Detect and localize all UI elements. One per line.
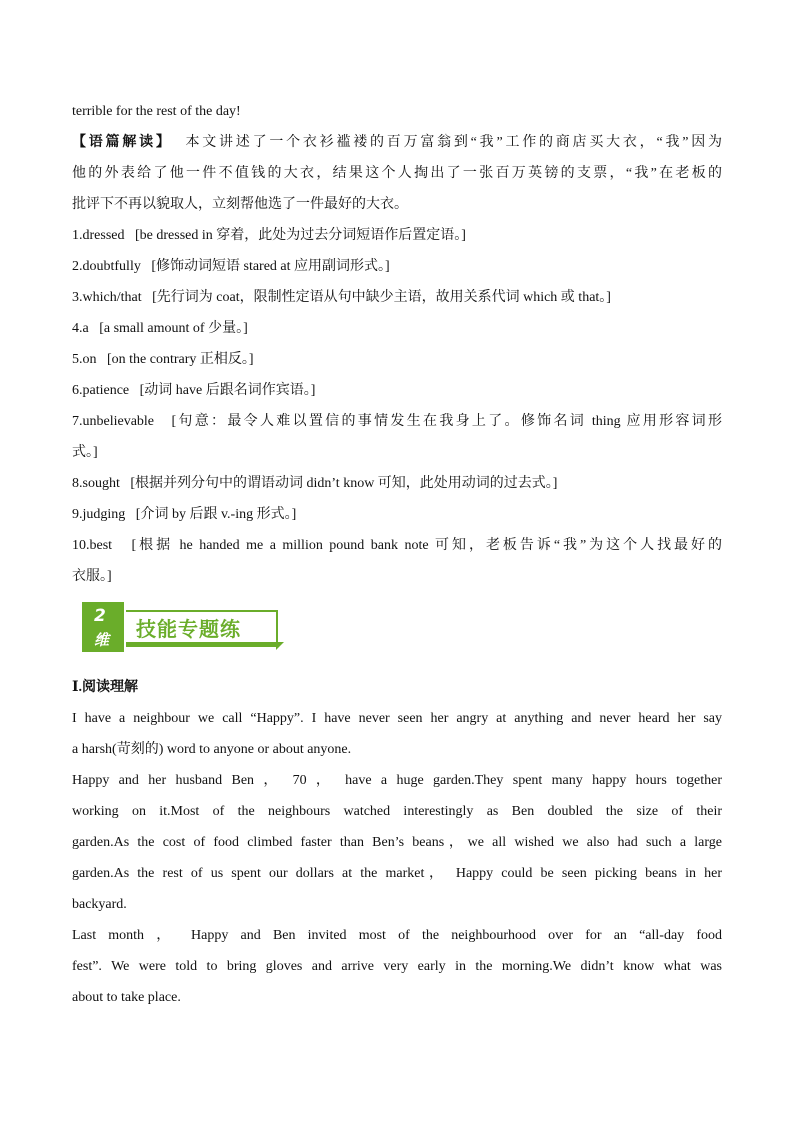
- passage-line: Happy and her husband Ben ， 70 ， have a huge garden.They spent many happy hours together: [72, 773, 722, 788]
- answer-word: 4.a: [72, 321, 89, 336]
- answer-word: 5.on: [72, 352, 97, 367]
- answer-word: 8.sought: [72, 476, 120, 491]
- answer-word: 1.dressed: [72, 228, 125, 243]
- passage-line: working on it.Most of the neighbours watched interestingly as Ben doubled the size of their: [72, 804, 722, 819]
- answer-note: [根据并列分句中的谓语动词 didn’t know 可知，此处用动词的过去式。]: [130, 476, 558, 491]
- answer-note: [修饰动词短语 stared at 应用副词形式。]: [151, 259, 390, 274]
- answer-word: 2.doubtfully: [72, 259, 141, 274]
- banner-number: 2: [94, 606, 106, 626]
- passage-line: a harsh(苛刻的) word to anyone or about anyone.: [72, 742, 352, 757]
- intro-line-3: 批评下不再以貌取人，立刻帮他选了一件最好的大衣。: [72, 197, 408, 212]
- answer-word: 9.judging: [72, 507, 126, 522]
- banner-title: 技能专题练: [136, 617, 241, 641]
- answer-5: [72, 344, 722, 375]
- answer-note: [on the contrary 正相反。]: [107, 352, 254, 367]
- answer-10-cont: 衣服。]: [72, 569, 112, 584]
- answer-7-cont: 式。]: [72, 445, 98, 460]
- passage-line: Last month ， Happy and Ben invited most of the neighbourhood over for an “all-day food: [72, 928, 722, 943]
- top-line: terrible for the rest of the day!: [72, 104, 241, 119]
- passage-line: garden.As the rest of us spent our dollars at the market， Happy could be seen picking beans in her: [72, 866, 722, 881]
- answer-word: 6.patience: [72, 383, 130, 398]
- banner-badge: [82, 602, 124, 652]
- passage-line: I have a neighbour we call “Happy”. I have never seen her angry at anything and never heard her say: [72, 711, 722, 726]
- answer-word: 7.unbelievable: [72, 414, 155, 429]
- answer-8: [72, 468, 722, 499]
- answer-note: [根据 he handed me a million pound bank note 可知，老板告诉“我”为这个人找最好的: [131, 538, 722, 553]
- answer-note: [a small amount of 少量。]: [99, 321, 248, 336]
- intro-line-2: 他的外表给了他一件不值钱的大衣，结果这个人掏出了一张百万英镑的支票，“我”在老板的: [72, 166, 722, 181]
- banner-wei: 维: [94, 631, 110, 649]
- banner-underline: [126, 644, 278, 647]
- answer-note: [句意：最令人难以置信的事情发生在我身上了。修饰名词 thing 应用形容词形: [171, 414, 722, 429]
- intro-line-1: [72, 127, 722, 158]
- passage-line: backyard.: [72, 897, 127, 912]
- answer-7: [72, 406, 722, 437]
- answer-word: 3.which/that: [72, 290, 142, 305]
- intro-label: 【语篇解读】: [72, 135, 173, 150]
- answer-note: [be dressed in 穿着，此处为过去分词短语作后置定语。]: [135, 228, 466, 243]
- banner-ribbon: [126, 610, 278, 644]
- answer-9: [72, 499, 722, 530]
- answer-note: [先行词为 coat，限制性定语从句中缺少主语，故用关系代词 which 或 that。]: [152, 290, 611, 305]
- answer-note: [介词 by 后跟 v.-ing 形式。]: [135, 507, 297, 522]
- section-title: Ⅰ.阅读理解: [72, 680, 139, 695]
- answer-1: [72, 220, 722, 251]
- answer-4: [72, 313, 722, 344]
- document-page: [72, 96, 722, 1013]
- answer-10: [72, 530, 722, 561]
- answer-word: 10.best: [72, 538, 113, 553]
- passage-line: fest”. We were told to bring gloves and arrive very early in the morning.We didn’t know what was: [72, 959, 722, 974]
- passage-line: about to take place.: [72, 990, 181, 1005]
- answer-6: [72, 375, 722, 406]
- passage-line: garden.As the cost of food climbed faster than Ben’s beans，we all wished we also had such a large: [72, 835, 722, 850]
- answer-3: [72, 282, 722, 313]
- answer-2: [72, 251, 722, 282]
- intro-text-1: 本文讲述了一个衣衫褴褛的百万富翁到“我”工作的商店买大衣，“我”因为: [182, 135, 722, 150]
- answer-note: [动词 have 后跟名词作宾语。]: [139, 383, 316, 398]
- section-banner: [82, 600, 722, 660]
